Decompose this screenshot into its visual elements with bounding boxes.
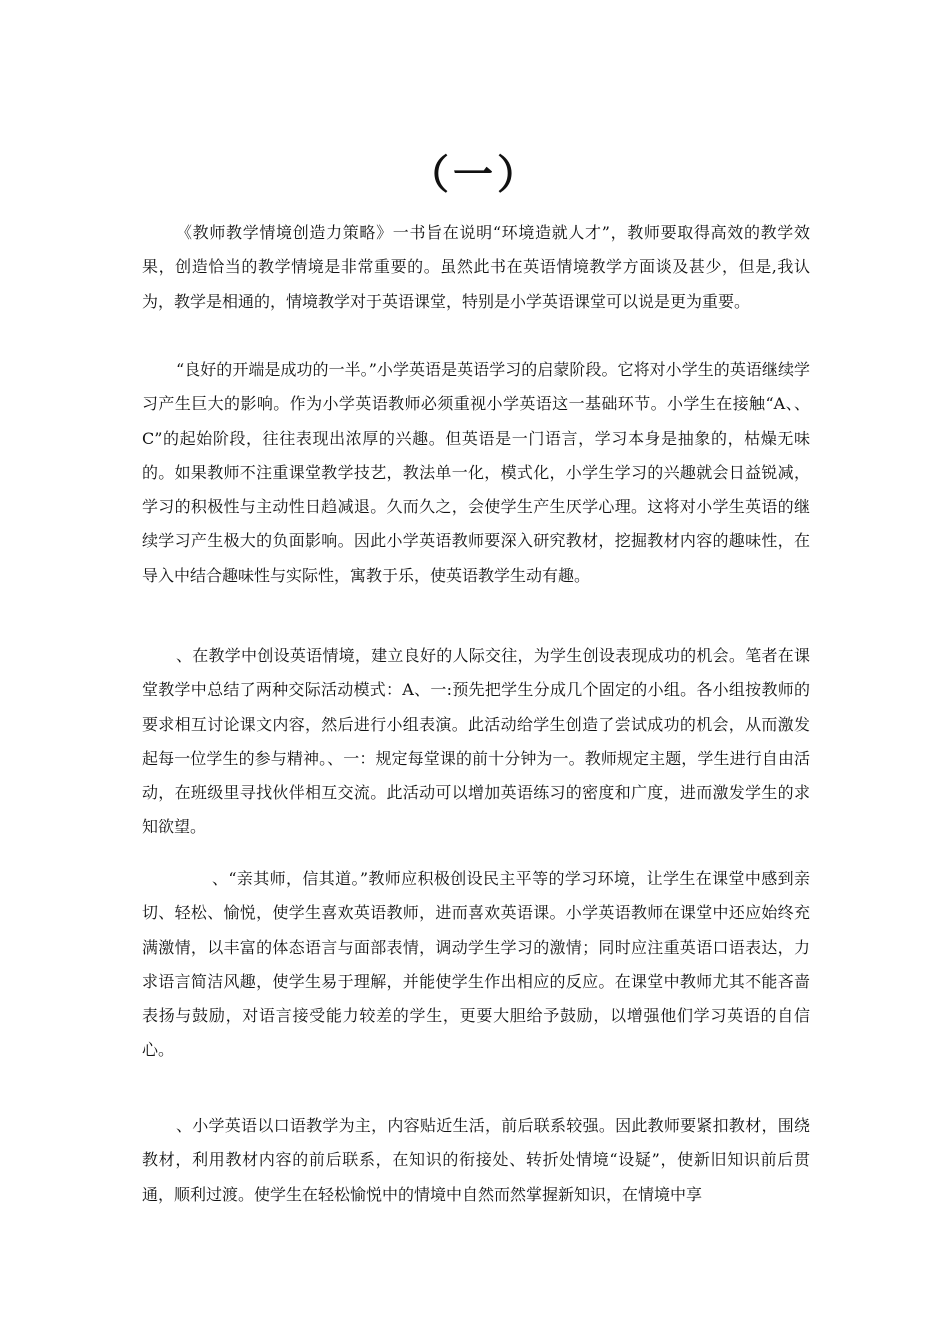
page-title: （一） <box>409 150 541 198</box>
paragraph-teacher-attitude: 、“亲其师，信其道。”教师应积极创设民主平等的学习环境，让学生在课堂中感到亲切、轻松、愉悦，使学生喜欢英语教师，进而喜欢英语课。小学英语教师在课堂中还应始终充满激情，以丰富的体态语言与面部表情，调动学生学习的激情；同时应注重英语口语表达，力求语言简洁风趣，使学生易于理解，并能使学生作出相应的反应。在课堂中教师尤其不能吝啬表扬与鼓励，对语言接受能力较差的学生，更要大胆给予鼓励，以增强他们学习英语的自信心。 <box>142 869 810 1060</box>
paragraph-communication-activities: 、在教学中创设英语情境，建立良好的人际交往，为学生创设表现成功的机会。笔者在课堂教学中总结了两种交际活动模式：A、一:预先把学生分成几个固定的小组。各小组按教师的要求相互讨论课文内容，然后进行小组表演。此活动给学生创造了尝试成功的机会，从而激发起每一位学生的参与精神。、一：规定每堂课的前十分钟为一。教师规定主题，学生进行自由活动，在班级里寻找伙伴相互交流。此活动可以增加英语练习的密度和广度，进而激发学生的求知欲望。 <box>142 646 810 837</box>
paragraph-oral-teaching: 、小学英语以口语教学为主，内容贴近生活，前后联系较强。因此教师要紧扣教材，围绕教材，利用教材内容的前后联系，在知识的衔接处、转折处情境“设疑”，使新旧知识前后贯通，顺利过渡。使学生在轻松愉悦中的情境中自然而然掌握新知识，在情境中享 <box>142 1116 810 1204</box>
paragraph-good-start: “良好的开端是成功的一半。”小学英语是英语学习的启蒙阶段。它将对小学生的英语继续学习产生巨大的影响。作为小学英语教师必须重视小学英语这一基础环节。小学生在接触“A、、C”的起始阶段，往往表现出浓厚的兴趣。但英语是一门语言，学习本身是抽象的，枯燥无味的。如果教师不注重课堂教学技艺，教法单一化，模式化，小学生学习的兴趣就会日益锐减，学习的积极性与主动性日趋减退。久而久之，会使学生产生厌学心理。这将对小学生英语的继续学习产生极大的负面影响。因此小学英语教师要深入研究教材，挖掘教材内容的趣味性，在导入中结合趣味性与实际性，寓教于乐，使英语教学生动有趣。 <box>142 360 810 585</box>
paragraph-intro: 《教师教学情境创造力策略》一书旨在说明“环境造就人才”，教师要取得高效的教学效果，创造恰当的教学情境是非常重要的。虽然此书在英语情境教学方面谈及甚少，但是,我认为，教学是相通的，情境教学对于英语课堂，特别是小学英语课堂可以说是更为重要。 <box>142 223 810 311</box>
